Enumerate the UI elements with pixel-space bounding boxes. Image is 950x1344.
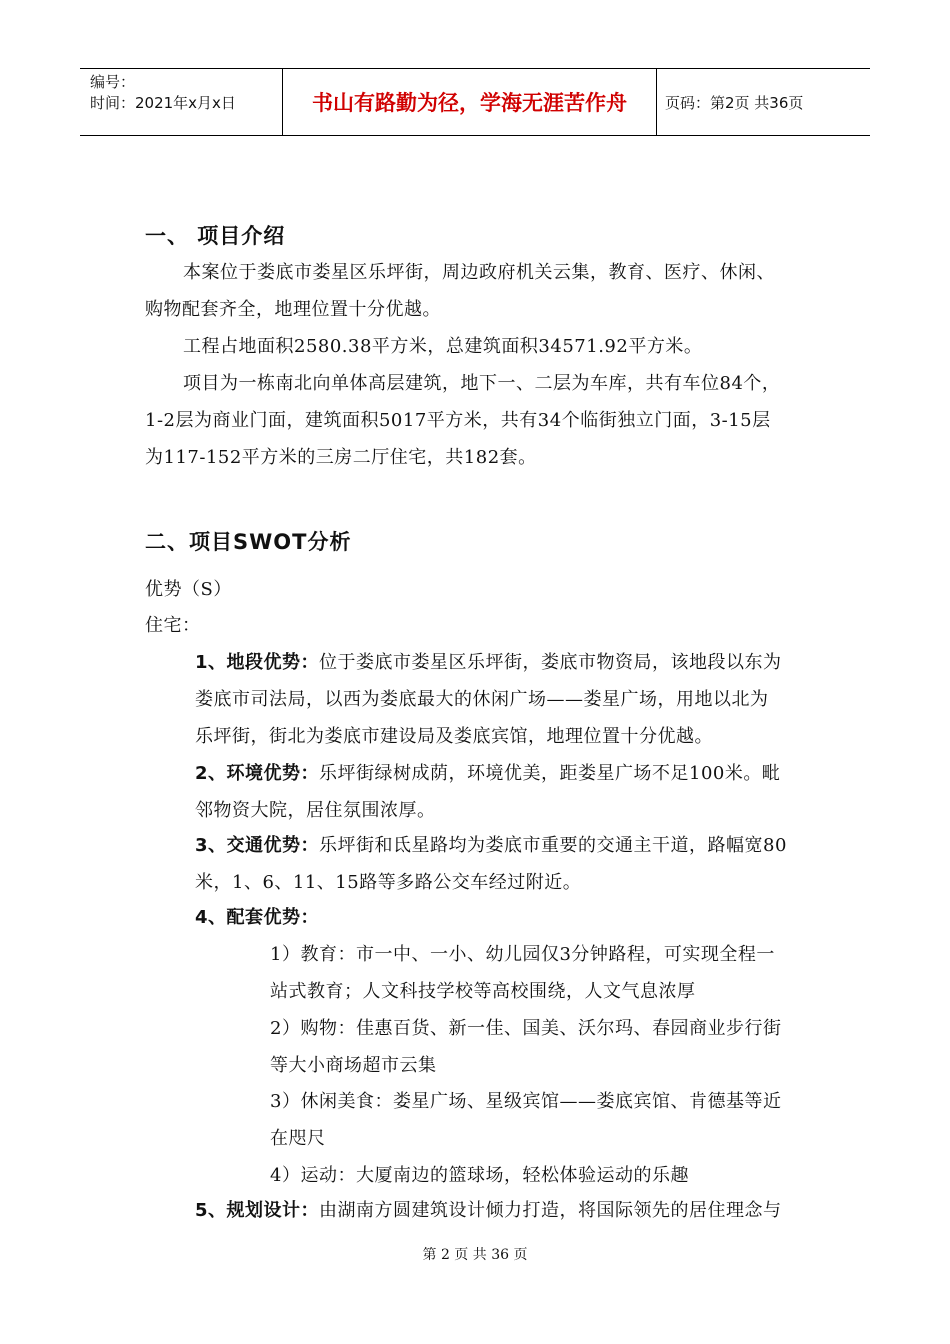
item2-text: 乐坪街绿树成荫，环境优美，距娄星广场不足100米。毗	[319, 763, 781, 784]
item3-line1	[195, 827, 787, 864]
item2-label: 2、环境优势：	[195, 763, 320, 784]
item1-line2: 娄底市司法局，以西为娄底最大的休闲广场——娄星广场，用地以北为	[195, 689, 769, 710]
item1-line1	[195, 644, 782, 681]
section1-p3-line3: 为117-152平方米的三房二厅住宅，共182套。	[145, 447, 537, 468]
item2-line1	[195, 755, 780, 792]
item4-label: 4、配套优势：	[195, 907, 320, 928]
item3-line2: 米，1、6、11、15路等多路公交车经过附近。	[195, 872, 582, 893]
item1-label: 1、地段优势：	[195, 652, 320, 673]
section1-p3-line1: 项目为一栋南北向单体高层建筑，地下一、二层为车库，共有车位84个，	[183, 373, 781, 394]
item4-line	[195, 899, 319, 936]
header-motto: 书山有路勤为径，学海无涯苦作舟	[282, 69, 657, 135]
section2-title: 二、项目SWOT分析	[145, 530, 352, 554]
sub1-line1: 1）教育：市一中、一小、幼儿园仅3分钟路程，可实现全程一	[270, 944, 775, 965]
section1-p2: 工程占地面积2580.38平方米，总建筑面积34571.92平方米。	[183, 336, 703, 357]
number-label: 编号：	[90, 73, 136, 91]
header-left-cell	[80, 69, 282, 135]
item3-label: 3、交通优势：	[195, 835, 320, 856]
sub3-line1: 3）休闲美食：娄星广场、星级宾馆——娄底宾馆、肯德基等近	[270, 1091, 782, 1112]
section1-p1-line2: 购物配套齐全，地理位置十分优越。	[145, 299, 441, 320]
item2-line2: 邻物资大院，居住氛围浓厚。	[195, 800, 436, 821]
sub1-line2: 站式教育；人文科技学校等高校围绕，人文气息浓厚	[270, 981, 696, 1002]
time-label: 时间：2021年x月x日	[90, 94, 236, 112]
header-page-code: 页码：第2页 共36页	[665, 93, 804, 112]
sub4-line: 4）运动：大厦南边的篮球场，轻松体验运动的乐趣	[270, 1165, 689, 1186]
strength-label: 优势（S）	[145, 579, 232, 600]
item1-line3: 乐坪街，街北为娄底市建设局及娄底宾馆，地理位置十分优越。	[195, 726, 713, 747]
item5-line1	[195, 1192, 782, 1229]
sub3-line2: 在咫尺	[270, 1128, 326, 1149]
residential-label: 住宅：	[145, 615, 201, 636]
item5-label: 5、规划设计：	[195, 1200, 320, 1221]
item3-text: 乐坪街和氐星路均为娄底市重要的交通主干道，路幅宽80	[319, 835, 787, 856]
sub2-line2: 等大小商场超市云集	[270, 1055, 437, 1076]
section1-p1-line1: 本案位于娄底市娄星区乐坪街，周边政府机关云集，教育、医疗、休闲、	[183, 262, 775, 283]
page-header	[80, 68, 870, 136]
sub2-line1: 2）购物：佳惠百货、新一佳、国美、沃尔玛、春园商业步行街	[270, 1018, 782, 1039]
item5-text: 由湖南方圆建筑设计倾力打造，将国际领先的居住理念与	[319, 1200, 782, 1221]
item1-text: 位于娄底市娄星区乐坪街，娄底市物资局，该地段以东为	[319, 652, 782, 673]
page-footer: 第 2 页 共 36 页	[422, 1247, 528, 1263]
section1-title: 一、 项目介绍	[145, 224, 286, 248]
section1-p3-line2: 1-2层为商业门面，建筑面积5017平方米，共有34个临街独立门面，3-15层	[145, 410, 771, 431]
